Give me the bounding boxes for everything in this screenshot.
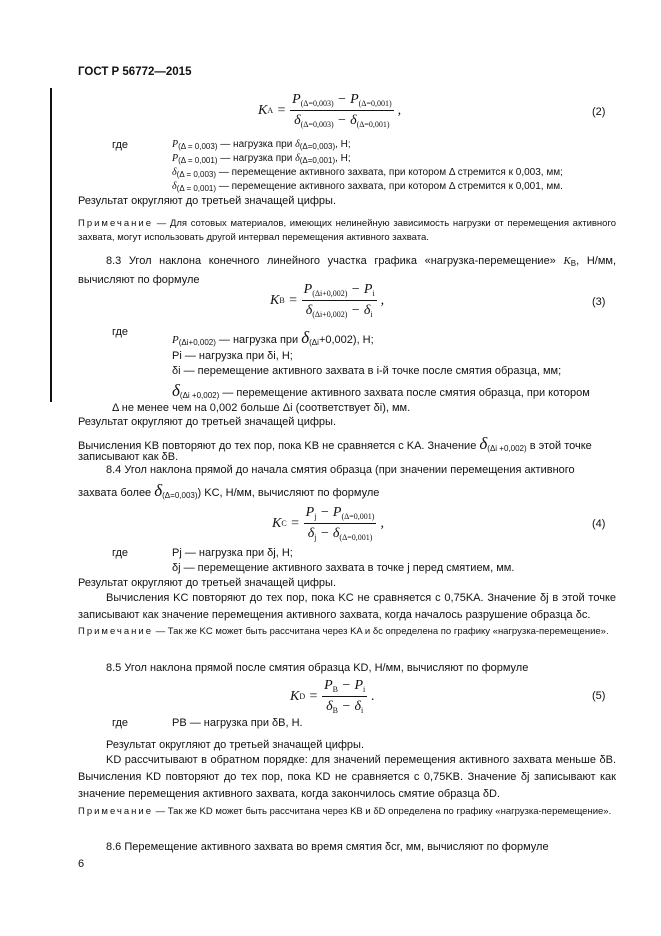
document-header: ГОСТ Р 56772—2015 <box>78 66 192 78</box>
where-label: где <box>112 139 129 151</box>
def-3-1: P(Δi+0,002) — нагрузка при δ(Δi+0,002), Н; <box>172 328 374 347</box>
formula-3: K B = $\frac{P_{(\Delta i+0,002)} - P_i}{\delta_{(\Delta i+0,002)} - \delta_i}$ , <box>270 282 385 319</box>
note-2: Примечание — Так же KC может быть рассчитана через KA и δc определена по графику «нагрузка-перемещение». <box>78 626 609 637</box>
section-8-6-intro: 8.6 Перемещение активного захвата во время смятия δcr, мм, вычисляют по формуле <box>106 841 549 853</box>
def-2-1: $P_{(\Delta = 0,003)}$ — нагрузка при $\delta_{(\Delta=0,003)}$, Н; <box>172 139 351 151</box>
result-note-2: Результат округляют до третьей значащей цифры. <box>78 195 337 207</box>
note-3: Примечание — Так же KD может быть рассчитана через KB и δD определена по графику «нагрузка-перемещение». <box>78 806 612 817</box>
formula-5: K D = $\frac{P_B - P_i}{\delta_B - \delta_i}$ . <box>290 678 375 715</box>
def-3-5: Δ не менее чем на 0,002 больше Δi (соответствует δi), мм. <box>112 402 411 414</box>
result-note-3: Результат округляют до третьей значащей цифры. <box>78 416 337 428</box>
def-3-2: Pi — нагрузка при δi, Н; <box>172 350 293 362</box>
section-8-5-intro: 8.5 Угол наклона прямой после смятия образца KD, Н/мм, вычисляют по формуле <box>106 662 529 674</box>
def-4-1: Pj — нагрузка при δj, Н; <box>172 547 293 559</box>
def-2-3: $\delta_{(\Delta = 0,003)}$ — перемещение активного захвата, при котором Δ стремится к 0,003, мм; <box>172 167 563 179</box>
result-note-5: Результат округляют до третьей значащей цифры. <box>106 739 365 751</box>
section-8-3-repeat: Вычисления KB повторяют до тех пор, пока KB не сравняется с KA. Значение δ(Δi +0,002) в этой точке <box>78 434 592 453</box>
section-8-4-para: Вычисления KC повторяют до тех пор, пока KC не сравняется с 0,75KA. Значение δj в этой точке записывают как значение перемещения активного захвата, когда началось разрушение образца δc. <box>78 592 616 621</box>
result-note-4: Результат округляют до третьей значащей цифры. <box>78 577 337 589</box>
section-8-4-line2: захвата более δ(Δ=0,003)) KC, Н/мм, вычисляют по формуле <box>78 481 380 500</box>
where-label-5: где <box>112 717 129 729</box>
formula-4: K C = $\frac{P_j - P_{(\Delta=0,001)}}{\delta_j - \delta_{(\Delta=0,001)}}$ , <box>272 505 384 542</box>
where-label-4: где <box>112 547 129 559</box>
page-number: 6 <box>78 858 85 870</box>
equation-number-5: (5) <box>592 690 606 702</box>
where-label-3: где <box>112 326 129 338</box>
revision-bar <box>50 88 52 402</box>
section-8-3-record: записывают как δB. <box>78 451 179 463</box>
def-4-2: δj — перемещение активного захвата в точке j перед смятием, мм. <box>172 562 515 574</box>
def-5-1: PB — нагрузка при δB, Н. <box>172 717 303 729</box>
note-1: Примечание — Для сотовых материалов, имеющих нелинейную зависимость нагрузки от перемещения активного захвата, могут использовать другой интервал перемещения активного захвата. <box>78 218 616 243</box>
equation-number-3: (3) <box>592 296 606 308</box>
section-8-4-intro: 8.4 Угол наклона прямой до начала смятия образца (при значении перемещения активного <box>106 464 575 476</box>
section-8-3-intro: 8.3 Угол наклона конечного линейного участка графика «нагрузка-перемещение» KB, Н/мм, вычисляют по формуле <box>78 255 616 286</box>
formula-2: K A = $\frac{P_{(\Delta=0,003)} - P_{(\Delta=0,001)}}{\delta_{(\Delta=0,003)} - \delta_{(\Delta=0,001)}}$ , <box>258 92 402 129</box>
section-8-5-para: KD рассчитывают в обратном порядке: для значений перемещения активного захвата меньше δB. Вычисления KD повторяют до тех пор, пока KD не сравняется с 0,75KB. Значение δj записывают как значение перемещения активного захвата, когда закончилось смятие образца δD. <box>78 754 616 800</box>
equation-number-2: (2) <box>592 106 606 118</box>
def-2-2: $P_{(\Delta = 0,001)}$ — нагрузка при $\delta_{(\Delta=0,001)}$, Н; <box>172 153 351 165</box>
def-3-3: δi — перемещение активного захвата в i-й точке после смятия образца, мм; <box>172 365 562 377</box>
def-3-4: δ(Δi +0,002) — перемещение активного захвата после смятия образца, при котором <box>172 381 590 400</box>
equation-number-4: (4) <box>592 518 606 530</box>
def-2-4: $\delta_{(\Delta = 0,001)}$ — перемещение активного захвата, при котором Δ стремится к 0,001, мм. <box>172 181 563 193</box>
